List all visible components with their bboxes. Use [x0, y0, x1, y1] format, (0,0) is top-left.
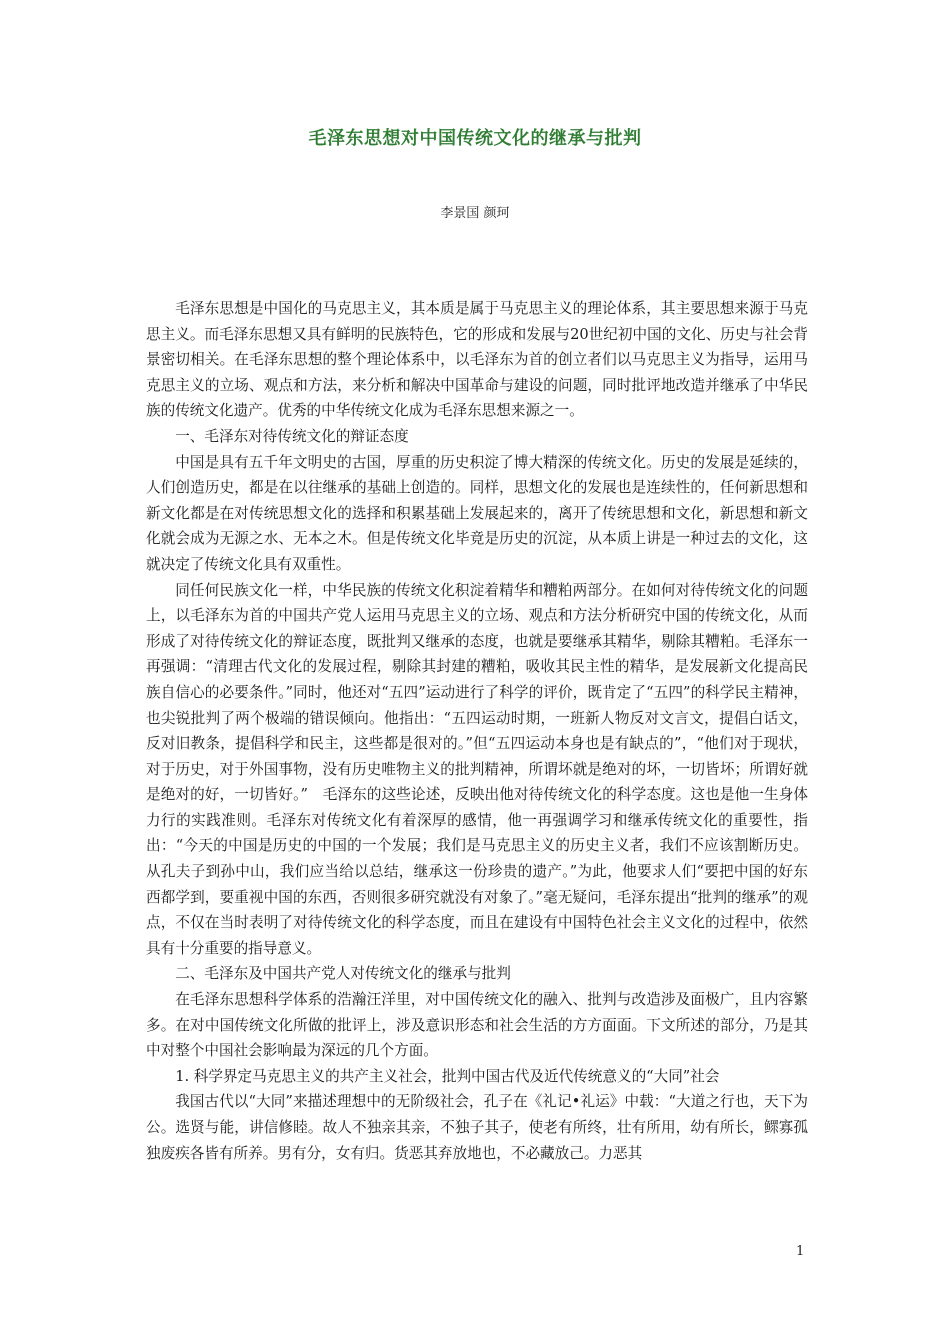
document-authors: 李景国 颜珂 [440, 206, 510, 221]
document-body [146, 296, 808, 1166]
document-title: 毛泽东思想对中国传统文化的继承与批判 [308, 128, 642, 149]
section-heading: 一、毛泽东对待传统文化的辩证态度 [175, 427, 409, 445]
subsection-heading: 1. 科学界定马克思主义的共产主义社会，批判中国古代及近代传统意义的“大同”社会 [175, 1067, 720, 1085]
paragraph: 在毛泽东思想科学体系的浩瀚汪洋里，对中国传统文化的融入、批判与改造涉及面极广，且内容繁多。在对中国传统文化所做的批评上，涉及意识形态和社会生活的方方面面。下文所述的部分，乃是其中对整个中国社会影响最为深远的几个方面。 [146, 991, 808, 1060]
paragraph: 中国是具有五千年文明史的古国，厚重的历史积淀了博大精深的传统文化。历史的发展是延续的，人们创造历史，都是在以往继承的基础上创造的。同样，思想文化的发展也是连续性的，任何新思想和新文化都是在对传统思想文化的选择和积累基础上发展起来的，离开了传统思想和文化，新思想和新文化就会成为无源之水、无本之木。但是传统文化毕竟是历史的沉淀，从本质上讲是一种过去的文化，这就决定了传统文化具有双重性。 [146, 453, 808, 573]
paragraph: 我国古代以“大同”来描述理想中的无阶级社会，孔子在《礼记•礼运》中载：“大道之行也，天下为公。选贤与能，讲信修睦。故人不独亲其亲，不独子其子，使老有所终，壮有所用，幼有所长，鳏寡孤独废疾各皆有所养。男有分，女有归。货恶其弃放地也，不必藏放己。力恶其 [146, 1093, 808, 1162]
page-number: 1 [796, 1244, 805, 1259]
section-heading: 二、毛泽东及中国共产党人对传统文化的继承与批判 [175, 965, 511, 983]
paragraph: 毛泽东思想是中国化的马克思主义，其本质是属于马克思主义的理论体系，其主要思想来源于马克思主义。而毛泽东思想又具有鲜明的民族特色，它的形成和发展与20世纪初中国的文化、历史与社会背景密切相关。在毛泽东思想的整个理论体系中，以毛泽东为首的创立者们以马克思主义为指导，运用马克思主义的立场、观点和方法，来分析和解决中国革命与建设的问题，同时批评地改造并继承了中华民族的传统文化遗产。优秀的中华传统文化成为毛泽东思想来源之一。 [146, 300, 808, 420]
paragraph: 同任何民族文化一样，中华民族的传统文化积淀着精华和糟粕两部分。在如何对待传统文化的问题上，以毛泽东为首的中国共产党人运用马克思主义的立场、观点和方法分析研究中国的传统文化，从而形成了对待传统文化的辩证态度，既批判又继承的态度，也就是要继承其精华，剔除其糟粕。毛泽东一再强调：“清理古代文化的发展过程，剔除其封建的糟粕，吸收其民主性的精华，是发展新文化提高民族自信心的必要条件。”同时，他还对“五四”运动进行了科学的评价，既肯定了“五四”的科学民主精神，也尖锐批判了两个极端的错误倾向。他指出：“五四运动时期，一班新人物反对文言文，提倡白话文，反对旧教条，提倡科学和民主，这些都是很对的。”但“五四运动本身也是有缺点的”，“他们对于现状，对于历史，对于外国事物，没有历史唯物主义的批判精神，所谓坏就是绝对的坏，一切皆坏；所谓好就是绝对的好，一切皆好。” 毛泽东的这些论述，反映出他对待传统文化的科学态度。这也是他一生身体力行的实践准则。毛泽东对传统文化有着深厚的感情，他一再强调学习和继承传统文化的重要性，指出：“今天的中国是历史的中国的一个发展；我们是马克思主义的历史主义者，我们不应该割断历史。从孔夫子到孙中山，我们应当给以总结，继承这一份珍贵的遗产。”为此，他要求人们“要把中国的好东西都学到，要重视中国的东西，否则很多研究就没有对象了。”毫无疑问，毛泽东提出“批判的继承”的观点，不仅在当时表明了对待传统文化的科学态度，而且在建设有中国特色社会主义文化的过程中，依然具有十分重要的指导意义。 [146, 581, 808, 957]
